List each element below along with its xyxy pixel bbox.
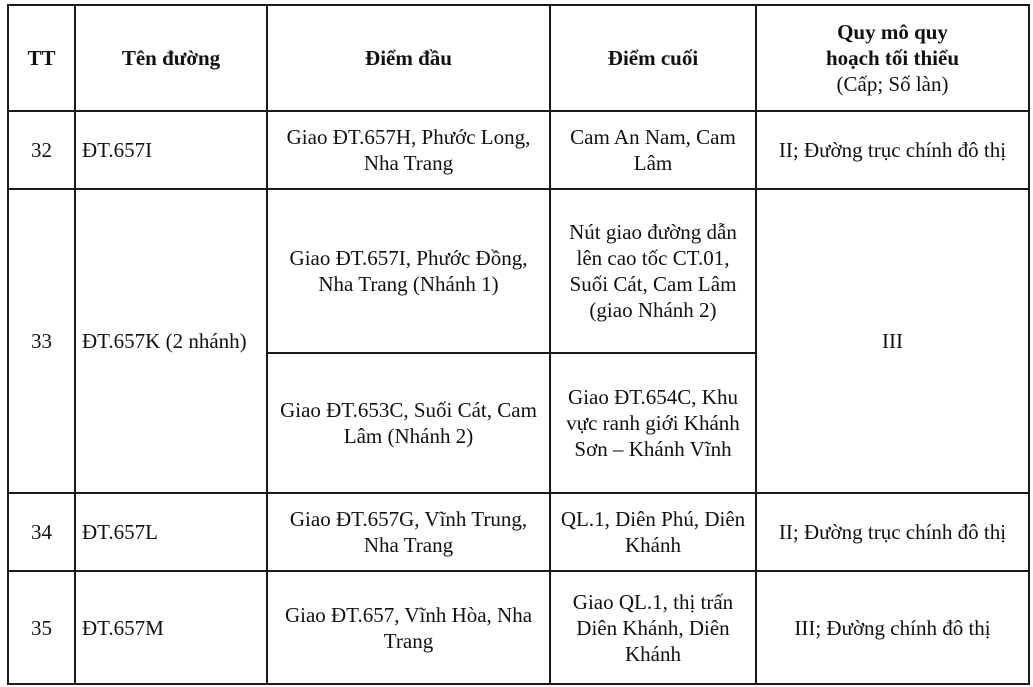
row-planning-scale: III bbox=[756, 189, 1029, 493]
header-start-point: Điểm đầu bbox=[267, 5, 550, 111]
row-road-name: ĐT.657M bbox=[75, 571, 267, 684]
row-tt: 34 bbox=[8, 493, 75, 571]
row-end-point: Giao QL.1, thị trấn Diên Khánh, Diên Khánh bbox=[550, 571, 756, 684]
row-road-name: ĐT.657L bbox=[75, 493, 267, 571]
row-start-point: Giao ĐT.653C, Suối Cát, Cam Lâm (Nhánh 2) bbox=[267, 353, 550, 493]
header-tt: TT bbox=[8, 5, 75, 111]
row-start-point: Giao ĐT.657, Vĩnh Hòa, Nha Trang bbox=[267, 571, 550, 684]
table-row-33-branch-1 bbox=[8, 189, 1029, 353]
header-road-name: Tên đường bbox=[75, 5, 267, 111]
table-row-32 bbox=[8, 111, 1029, 189]
row-road-name: ĐT.657K (2 nhánh) bbox=[75, 189, 267, 493]
row-planning-scale: II; Đường trục chính đô thị bbox=[756, 111, 1029, 189]
header-scale-line3: (Cấp; Số làn) bbox=[836, 72, 949, 96]
table-row-34 bbox=[8, 493, 1029, 571]
road-planning-table bbox=[7, 4, 1030, 685]
row-end-point: Giao ĐT.654C, Khu vực ranh giới Khánh Sơn – Khánh Vĩnh bbox=[550, 353, 756, 493]
row-tt: 32 bbox=[8, 111, 75, 189]
row-start-point: Giao ĐT.657I, Phước Đồng, Nha Trang (Nhánh 1) bbox=[267, 189, 550, 353]
row-tt: 33 bbox=[8, 189, 75, 493]
row-end-point: Nút giao đường dẫn lên cao tốc CT.01, Suối Cát, Cam Lâm (giao Nhánh 2) bbox=[550, 189, 756, 353]
row-tt: 35 bbox=[8, 571, 75, 684]
row-planning-scale: III; Đường chính đô thị bbox=[756, 571, 1029, 684]
table-row-35 bbox=[8, 571, 1029, 684]
header-scale-line2: hoạch tối thiểu bbox=[825, 46, 959, 70]
row-end-point: QL.1, Diên Phú, Diên Khánh bbox=[550, 493, 756, 571]
row-planning-scale: II; Đường trục chính đô thị bbox=[756, 493, 1029, 571]
header-row bbox=[8, 5, 1029, 111]
header-end-point: Điểm cuối bbox=[550, 5, 756, 111]
row-start-point: Giao ĐT.657G, Vĩnh Trung, Nha Trang bbox=[267, 493, 550, 571]
row-end-point: Cam An Nam, Cam Lâm bbox=[550, 111, 756, 189]
row-road-name: ĐT.657I bbox=[75, 111, 267, 189]
row-start-point: Giao ĐT.657H, Phước Long, Nha Trang bbox=[267, 111, 550, 189]
header-planning-scale bbox=[756, 5, 1029, 111]
header-scale-line1: Quy mô quy bbox=[837, 20, 948, 44]
